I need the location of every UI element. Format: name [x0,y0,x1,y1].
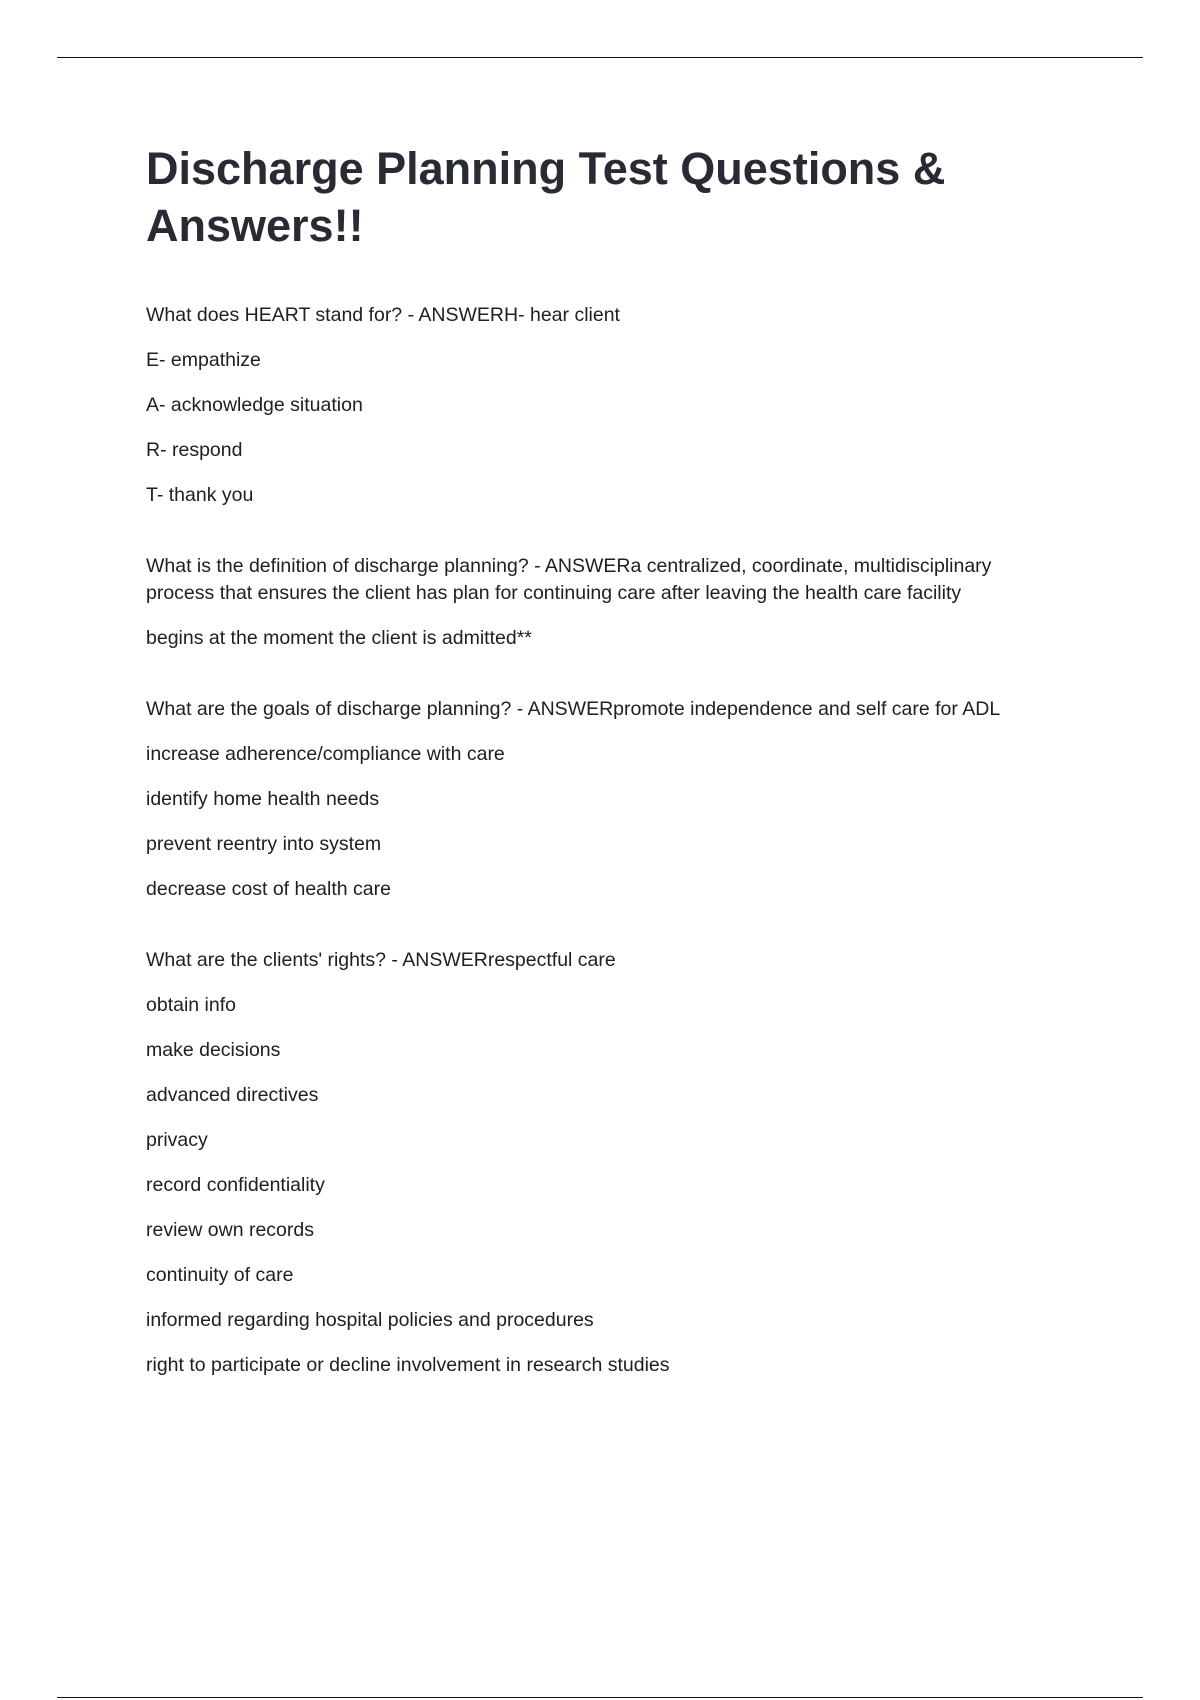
qa-question: What does HEART stand for? - ANSWERH- hear client [146,304,620,326]
qa-question: What is the definition of discharge planning? - ANSWERa centralized, coordinate, multidisciplinary process that ensures the client has plan for continuing care after leaving the health care facility [146,555,992,604]
qa-answer-line: privacy [146,1129,208,1151]
document-body [146,140,1046,1423]
qa-answer-line: identify home health needs [146,788,380,810]
bottom-rule [57,1697,1143,1698]
qa-question: What are the goals of discharge planning? - ANSWERpromote independence and self care for ADL [146,698,1001,720]
qa-answer-line: A- acknowledge situation [146,394,363,416]
qa-list [146,302,1046,1379]
page-title: Discharge Planning Test Questions & Answers!! [146,143,946,251]
qa-question: What are the clients' rights? - ANSWERrespectful care [146,949,616,971]
qa-item-heart [146,302,1046,509]
qa-item-client-rights [146,947,1046,1379]
qa-answer-line: make decisions [146,1039,281,1061]
qa-answer-line: increase adherence/compliance with care [146,743,505,765]
qa-item-definition [146,553,1046,652]
qa-answer-line: R- respond [146,439,243,461]
qa-answer-line: review own records [146,1219,314,1241]
qa-answer-line: obtain info [146,994,236,1016]
qa-answer-line: begins at the moment the client is admitted** [146,627,532,649]
qa-answer-line: right to participate or decline involvement in research studies [146,1354,670,1376]
qa-answer-line: continuity of care [146,1264,294,1286]
top-rule [57,57,1143,58]
qa-answer-line: prevent reentry into system [146,833,382,855]
qa-answer-line: E- empathize [146,349,261,371]
qa-item-goals [146,696,1046,903]
qa-answer-line: informed regarding hospital policies and procedures [146,1309,594,1331]
qa-answer-line: advanced directives [146,1084,319,1106]
qa-answer-line: T- thank you [146,484,254,506]
qa-answer-line: decrease cost of health care [146,878,391,900]
qa-answer-line: record confidentiality [146,1174,325,1196]
